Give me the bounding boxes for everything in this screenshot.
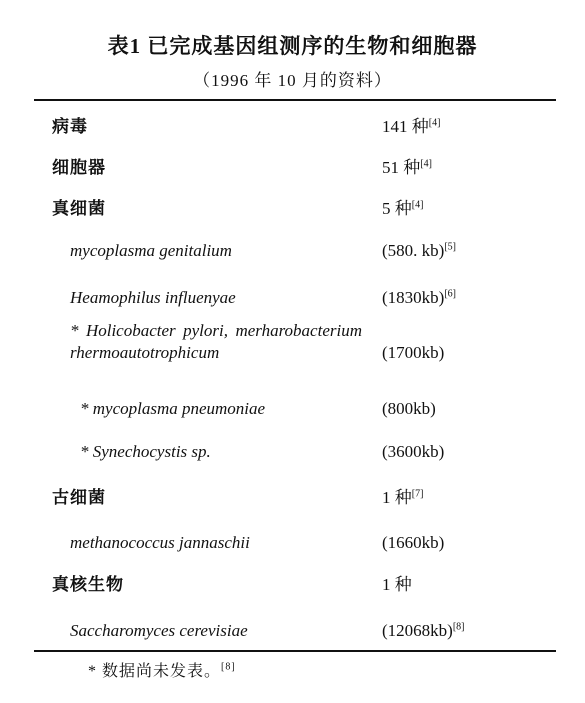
- table-title: 表1 已完成基因组测序的生物和细胞器: [107, 34, 478, 58]
- bottom-rule: [34, 650, 556, 652]
- genome-value: (580. kb)[5]: [382, 241, 456, 260]
- organism-name: 病毒: [52, 117, 88, 136]
- organism-name: 古细菌: [52, 488, 106, 507]
- reference-mark: [5]: [444, 241, 456, 253]
- species-name: * Synechocystis sp.: [80, 442, 211, 461]
- organism-name: 真核生物: [52, 575, 124, 594]
- species-name: methanococcus jannaschii: [70, 533, 250, 552]
- genome-value: (800kb): [382, 399, 436, 418]
- genome-value: (12068kb)[8]: [382, 621, 465, 640]
- table-footnote: * 数据尚未发表。[8]: [88, 661, 236, 680]
- genome-value: 141 种[4]: [382, 117, 441, 136]
- species-name: * Holicobacter pylori, merharobacterium rhermoautotrophicum: [70, 321, 362, 362]
- genome-value: 1 种[7]: [382, 488, 424, 507]
- genome-value: 5 种[4]: [382, 199, 424, 218]
- species-name: mycoplasma genitalium: [70, 241, 232, 260]
- reference-mark: [7]: [411, 488, 424, 500]
- species-name: * mycoplasma pneumoniae: [80, 399, 266, 418]
- reference-mark: [8]: [221, 661, 236, 673]
- reference-mark: [4]: [428, 117, 441, 129]
- reference-mark: [6]: [444, 288, 456, 300]
- reference-mark: [4]: [420, 158, 432, 170]
- species-name: Heamophilus influenyae: [70, 288, 236, 307]
- genome-value: (1660kb): [382, 533, 445, 552]
- genome-value: (1700kb): [382, 343, 445, 362]
- genome-value: 51 种[4]: [382, 158, 432, 177]
- genome-value: (3600kb): [382, 442, 445, 461]
- reference-mark: [4]: [411, 199, 424, 211]
- table-subtitle: （1996 年 10 月的资料）: [193, 71, 392, 90]
- organism-name: 真细菌: [52, 199, 106, 218]
- reference-mark: [8]: [452, 621, 465, 633]
- top-rule: [34, 99, 556, 101]
- organism-name: 细胞器: [52, 158, 106, 177]
- species-name: Saccharomyces cerevisiae: [70, 621, 248, 640]
- genome-value: 1 种: [382, 575, 412, 594]
- genome-value: (1830kb)[6]: [382, 288, 456, 307]
